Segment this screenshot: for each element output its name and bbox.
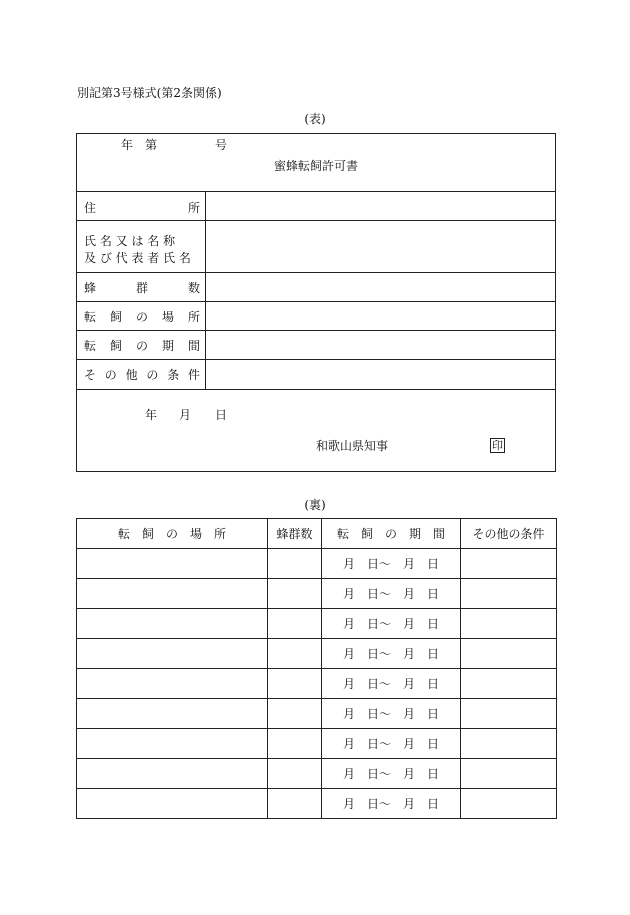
location-cell[interactable] xyxy=(77,639,268,669)
conditions-cell[interactable] xyxy=(461,699,557,729)
header-conditions: その他の条件 xyxy=(461,519,557,549)
table-header-row xyxy=(77,519,557,549)
colony-count-cell[interactable] xyxy=(268,729,322,759)
number-dai-label: 第 xyxy=(145,138,158,152)
header-period: 転 飼 の 期 間 xyxy=(322,519,461,549)
table-row xyxy=(77,579,557,609)
period-cell[interactable]: 月 日～ 月 日 xyxy=(322,699,461,729)
table-row xyxy=(77,549,557,579)
back-record-table xyxy=(76,518,557,819)
table-row xyxy=(77,609,557,639)
front-side-label: (表) xyxy=(304,112,326,126)
colony-count-cell[interactable] xyxy=(268,639,322,669)
row-divider xyxy=(77,191,555,192)
number-go-label: 号 xyxy=(215,138,228,152)
issuer-name: 和歌山県知事 xyxy=(316,439,389,453)
conditions-label: そ の 他 の 条 件 xyxy=(84,368,200,382)
conditions-cell[interactable] xyxy=(461,789,557,819)
table-body xyxy=(77,549,557,819)
period-cell[interactable]: 月 日～ 月 日 xyxy=(322,729,461,759)
address-label: 住 所 xyxy=(84,201,200,215)
permit-title: 蜜蜂転飼許可書 xyxy=(273,159,358,173)
conditions-cell[interactable] xyxy=(461,669,557,699)
table-row xyxy=(77,729,557,759)
colony-count-cell[interactable] xyxy=(268,759,322,789)
colony-count-cell[interactable] xyxy=(268,789,322,819)
row-divider xyxy=(77,301,555,302)
table-row xyxy=(77,699,557,729)
colony-count-cell[interactable] xyxy=(268,609,322,639)
table-row xyxy=(77,639,557,669)
conditions-cell[interactable] xyxy=(461,759,557,789)
row-divider xyxy=(77,220,555,221)
conditions-cell[interactable] xyxy=(461,729,557,759)
row-divider xyxy=(77,330,555,331)
name-label-line2: 及 び 代 表 者 氏 名 xyxy=(84,251,191,265)
form-label: 別記第3号様式(第2条関係) xyxy=(77,86,222,100)
conditions-cell[interactable] xyxy=(461,579,557,609)
location-cell[interactable] xyxy=(77,699,268,729)
location-cell[interactable] xyxy=(77,669,268,699)
period-cell[interactable]: 月 日～ 月 日 xyxy=(322,669,461,699)
period-cell[interactable]: 月 日～ 月 日 xyxy=(322,759,461,789)
colony-count-cell[interactable] xyxy=(268,579,322,609)
conditions-cell[interactable] xyxy=(461,639,557,669)
permit-front-box xyxy=(76,133,556,472)
number-year-label: 年 xyxy=(121,138,134,152)
location-label: 転 飼 の 場 所 xyxy=(84,310,200,324)
header-colony-count: 蜂群数 xyxy=(268,519,322,549)
table-row xyxy=(77,789,557,819)
column-divider xyxy=(205,191,206,389)
header-location: 転 飼 の 場 所 xyxy=(77,519,268,549)
location-cell[interactable] xyxy=(77,759,268,789)
row-divider xyxy=(77,389,555,390)
date-year-label: 年 xyxy=(145,408,158,422)
period-cell[interactable]: 月 日～ 月 日 xyxy=(322,789,461,819)
seal-mark: 印 xyxy=(492,439,503,452)
colony-count-label: 蜂 群 数 xyxy=(84,281,200,295)
row-divider xyxy=(77,272,555,273)
conditions-cell[interactable] xyxy=(461,609,557,639)
name-label-line1: 氏 名 又 は 名 称 xyxy=(84,234,176,248)
colony-count-cell[interactable] xyxy=(268,699,322,729)
colony-count-cell[interactable] xyxy=(268,549,322,579)
location-cell[interactable] xyxy=(77,549,268,579)
period-cell[interactable]: 月 日～ 月 日 xyxy=(322,639,461,669)
date-month-label: 月 xyxy=(179,408,192,422)
back-side-label: (裏) xyxy=(304,498,326,512)
colony-count-cell[interactable] xyxy=(268,669,322,699)
location-cell[interactable] xyxy=(77,579,268,609)
conditions-cell[interactable] xyxy=(461,549,557,579)
location-cell[interactable] xyxy=(77,729,268,759)
table-row xyxy=(77,669,557,699)
date-day-label: 日 xyxy=(215,408,228,422)
table-row xyxy=(77,759,557,789)
row-divider xyxy=(77,359,555,360)
location-cell[interactable] xyxy=(77,609,268,639)
period-cell[interactable]: 月 日～ 月 日 xyxy=(322,549,461,579)
period-cell[interactable]: 月 日～ 月 日 xyxy=(322,609,461,639)
period-cell[interactable]: 月 日～ 月 日 xyxy=(322,579,461,609)
period-label: 転 飼 の 期 間 xyxy=(84,339,200,353)
location-cell[interactable] xyxy=(77,789,268,819)
